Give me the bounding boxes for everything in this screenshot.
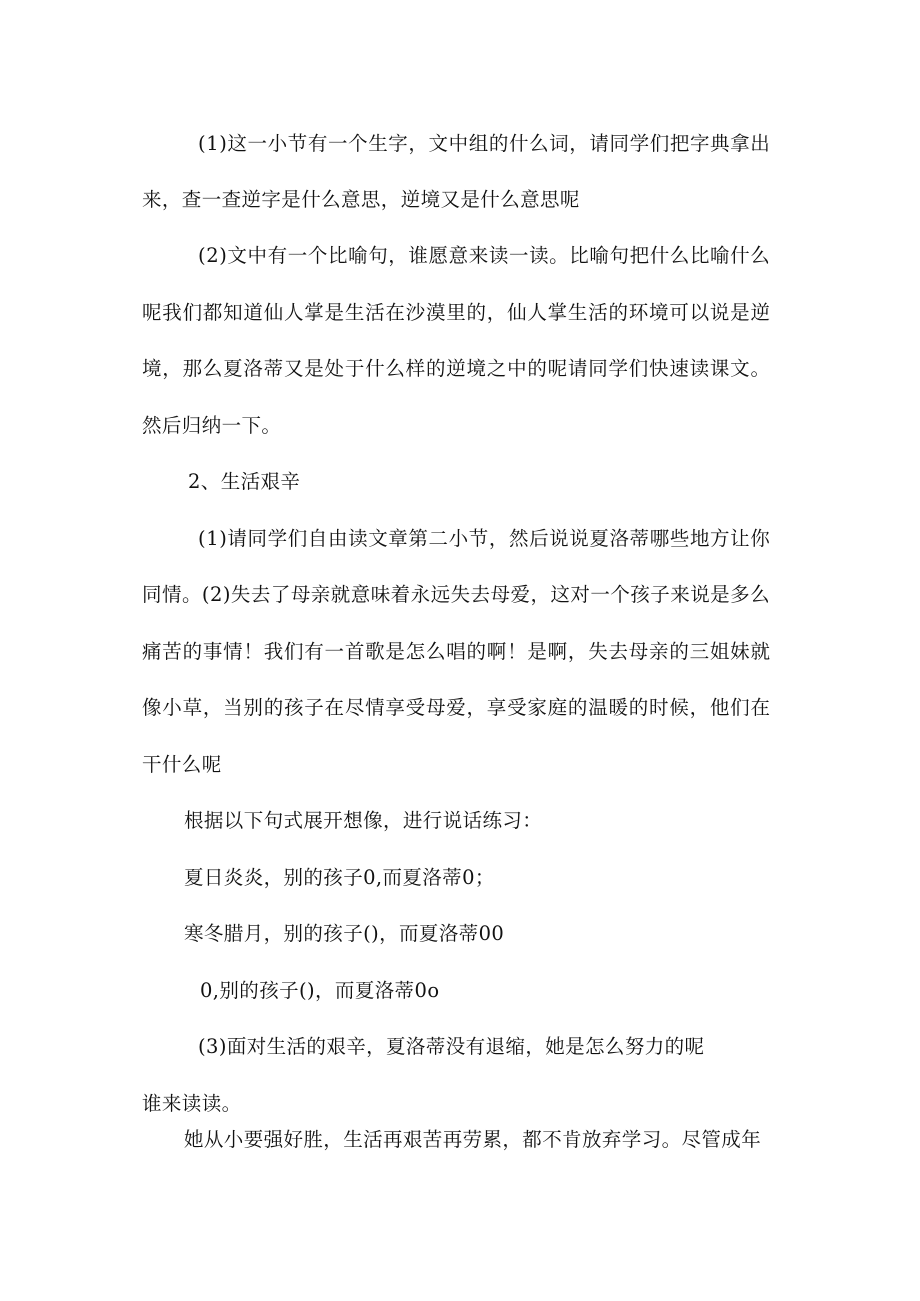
text-line-6: 然后归纳一下。 — [142, 414, 282, 437]
text-line-14: 夏日炎炎，别的孩子0,而夏洛蒂0； — [184, 866, 495, 889]
text-line-16: 0,别的孩子()，而夏洛蒂0o — [200, 979, 440, 1002]
text-line-10: 痛 苦 的 事 情 ！ 我 们 有 一 首 歌 是 怎 么 唱 的 啊 ！ 是 啊 ， 失 去 母 亲 的 三 姐 妹 就 — [142, 640, 770, 663]
text-line-13: 根据以下句式展开想像，进行说话练习： — [184, 809, 543, 832]
text-line-12: 干什么呢 — [142, 753, 222, 776]
text-line-11: 像 小 草 ， 当 别 的 孩 子 在 尽 情 享 受 母 爱 ， 享 受 家 庭 的 温 暖 的 时 候 ， 他 们 在 — [142, 696, 770, 719]
text-line-3: ( 2 ) 文 中 有 一 个 比 喻 句 ， 谁 愿 意 来 读 一 读 。 比 喻 句 把 什 么 比 喻 什 么 — [198, 244, 770, 267]
text-line-9: 同 情 。 ( 2 ) 失 去 了 母 亲 就 意 味 着 永 远 失 去 母 爱 ， 这 对 一 个 孩 子 来 说 是 多 么 — [142, 583, 770, 606]
text-line-15: 寒冬腊月，别的孩子()，而夏洛蒂00 — [184, 922, 505, 945]
text-line-2: 来，查一查逆字是什么意思，逆境又是什么意思呢 — [142, 188, 580, 211]
section-heading: 2、生活艰辛 — [188, 470, 301, 493]
text-line-17: (3)面对生活的艰辛，夏洛蒂没有退缩，她是怎么努力的呢 — [198, 1035, 705, 1058]
text-line-8: ( 1 ) 请 同 学 们 自 由 读 文 章 第 二 小 节 ， 然 后 说 说 夏 洛 蒂 哪 些 地 方 让 你 — [198, 527, 770, 550]
text-line-18: 谁来读读。 — [142, 1092, 242, 1115]
text-line-19: 她从小要强好胜，生活再艰苦再劳累，都不肯放弃学习。尽管成年 — [184, 1128, 762, 1151]
text-line-5: 境 ， 那 么 夏 洛 蒂 又 是 处 于 什 么 样 的 逆 境 之 中 的 呢 请 同 学 们 快 速 读 课 文 。 — [142, 357, 770, 380]
text-line-4: 呢 我 们 都 知 道 仙 人 掌 是 生 活 在 沙 漠 里 的 ， 仙 人 掌 生 活 的 环 境 可 以 说 是 逆 — [142, 301, 770, 324]
text-line-1: ( 1 ) 这 一 小 节 有 一 个 生 字 ， 文 中 组 的 什 么 词 ， 请 同 学 们 把 字 典 拿 出 — [198, 132, 770, 155]
